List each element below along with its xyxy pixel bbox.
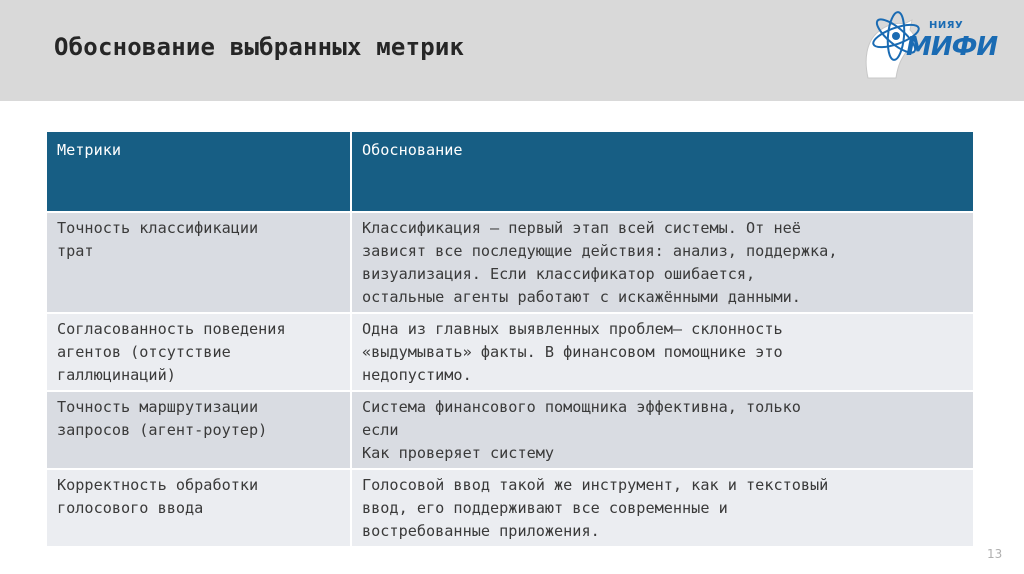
reason-line: «выдумывать» факты. В финансовом помощнике это xyxy=(362,343,783,361)
reason-line: если xyxy=(362,421,399,439)
table-header-row xyxy=(46,131,974,212)
slide-title: Обоснование выбранных метрик xyxy=(54,33,465,61)
metric-cell xyxy=(46,391,351,469)
metric-line: Точность маршрутизации xyxy=(57,398,259,416)
slide-header xyxy=(0,0,1024,101)
metric-line: Согласованность поведения xyxy=(57,320,286,338)
reason-line: Система финансового помощника эффективна, только xyxy=(362,398,801,416)
page-number: 13 xyxy=(987,547,1003,561)
reason-line: остальные агенты работают с искажёнными данными. xyxy=(362,288,801,306)
metric-cell xyxy=(46,313,351,391)
reason-cell xyxy=(351,391,974,469)
reason-line: зависят все последующие действия: анализ, поддержка, xyxy=(362,242,838,260)
reason-line: Голосовой ввод такой же инструмент, как и текстовый xyxy=(362,476,829,494)
metric-line: голосового ввода xyxy=(57,499,204,517)
logo-mifi-text: МИФИ xyxy=(906,32,998,62)
metric-line: Точность классификации xyxy=(57,219,259,237)
reason-line: ввод, его поддерживают все современные и xyxy=(362,499,728,517)
column-header-metrics: Метрики xyxy=(46,131,351,212)
metric-line: трат xyxy=(57,242,94,260)
table-row xyxy=(46,313,974,391)
metric-cell xyxy=(46,469,351,547)
reason-cell xyxy=(351,469,974,547)
metrics-table xyxy=(45,130,975,548)
column-header-reason: Обоснование xyxy=(351,131,974,212)
metric-cell xyxy=(46,212,351,313)
metric-line: запросов (агент-роутер) xyxy=(57,421,268,439)
logo-niyau-text: НИЯУ xyxy=(929,20,964,31)
table-row xyxy=(46,469,974,547)
table-row xyxy=(46,212,974,313)
metric-line: агентов (отсутствие xyxy=(57,343,231,361)
table-row xyxy=(46,391,974,469)
reason-line: востребованные приложения. xyxy=(362,522,600,540)
reason-cell xyxy=(351,313,974,391)
reason-line: Классификация — первый этап всей системы. От неё xyxy=(362,219,801,237)
metric-line: Корректность обработки xyxy=(57,476,259,494)
metric-line: галлюцинаций) xyxy=(57,366,176,384)
reason-line: недопустимо. xyxy=(362,366,472,384)
reason-cell xyxy=(351,212,974,313)
reason-line: Одна из главных выявленных проблем— склонность xyxy=(362,320,783,338)
reason-line: визуализация. Если классификатор ошибается, xyxy=(362,265,756,283)
reason-line: Как проверяет систему xyxy=(362,444,555,462)
mephi-logo xyxy=(856,8,998,88)
